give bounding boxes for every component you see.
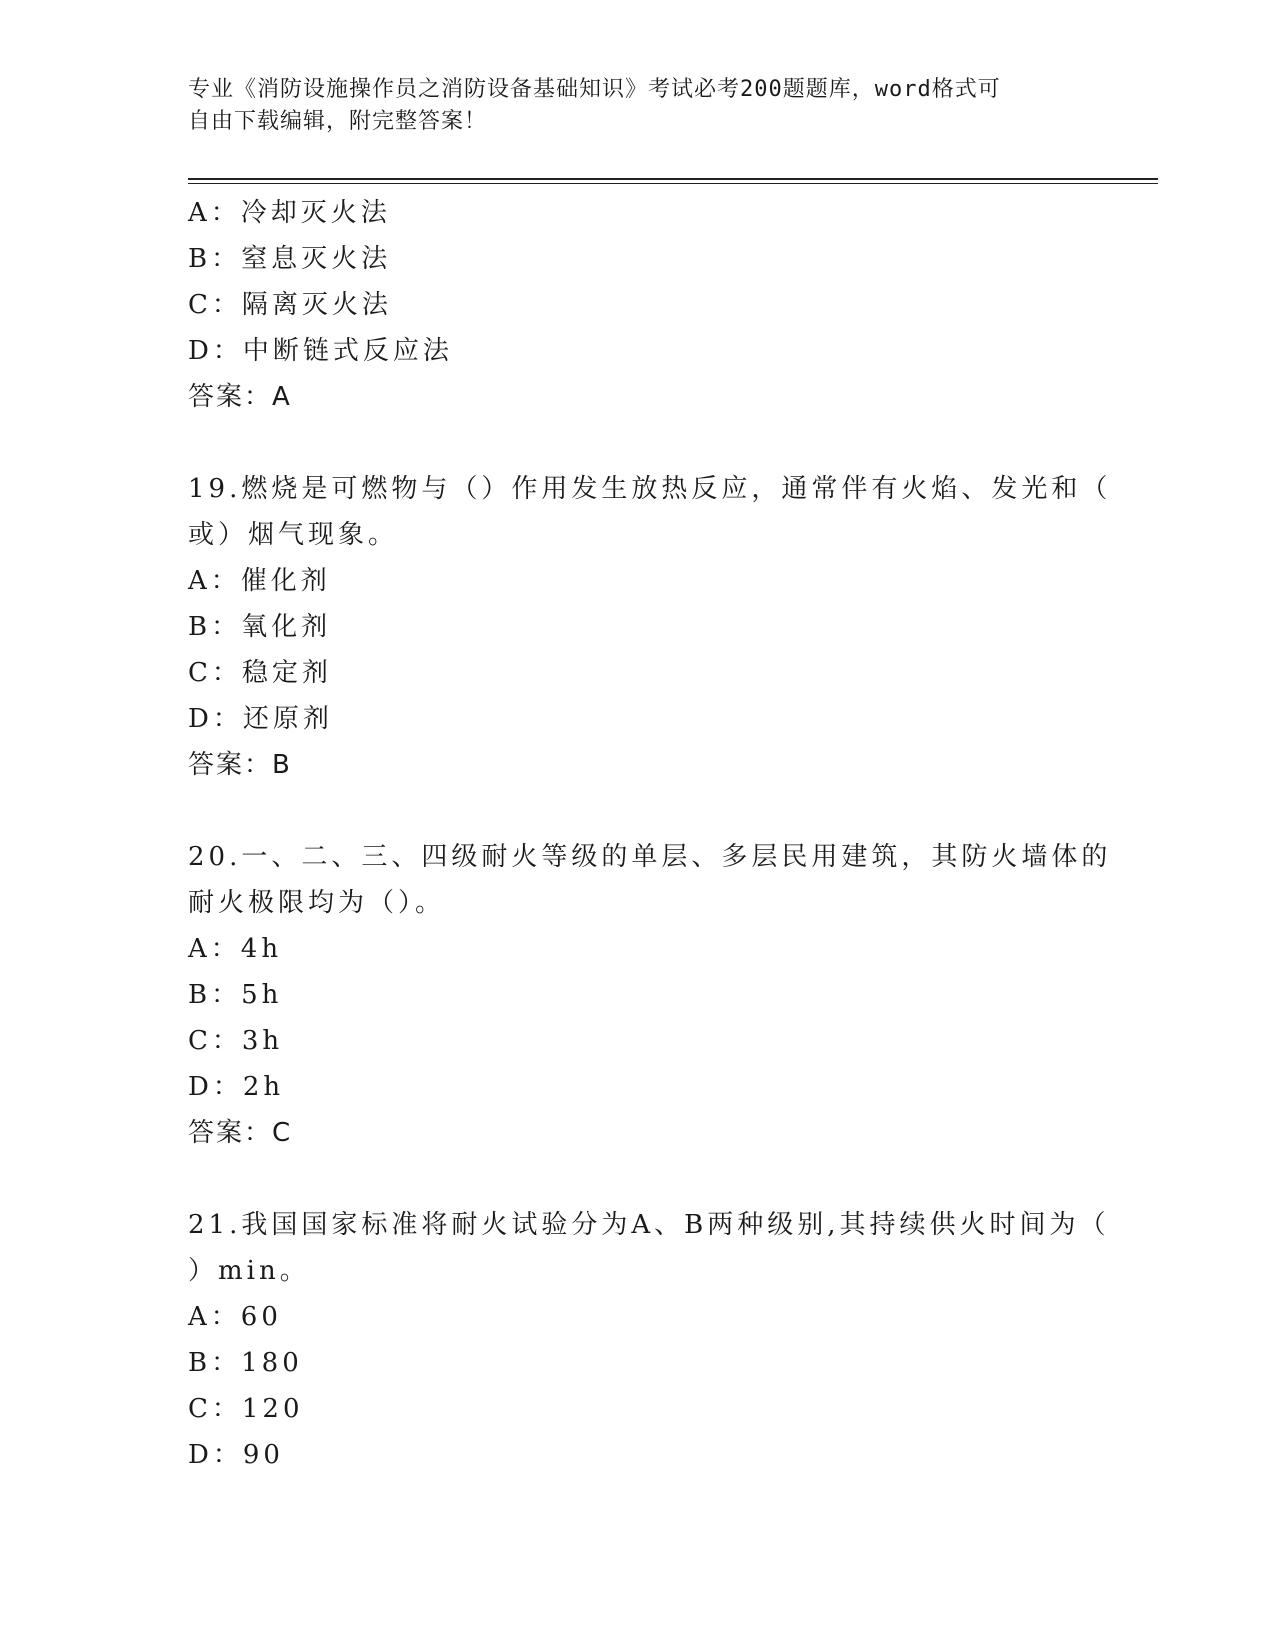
option-d: D：2h	[188, 1072, 285, 1102]
option-c: C：稳定剂	[188, 658, 332, 688]
option-c: C：隔离灭火法	[188, 290, 392, 320]
option-d: D：90	[188, 1440, 284, 1470]
option-a: A：催化剂	[188, 566, 331, 596]
option-c: C：3h	[188, 1026, 284, 1056]
option-b: B：窒息灭火法	[188, 244, 392, 274]
question-21	[188, 1202, 1110, 1478]
header-divider	[188, 178, 1158, 184]
spacer	[188, 1156, 1088, 1202]
option-c: C：120	[188, 1394, 304, 1424]
answer-line: 答案：B	[188, 750, 292, 780]
question-text-line-2: 耐火极限均为（）。	[188, 888, 446, 918]
option-a: A：4h	[188, 934, 283, 964]
question-list	[188, 190, 1112, 1478]
question-text-line-2: 或）烟气现象。	[188, 520, 399, 550]
question-text-line-1: 20.一、二、三、四级耐火等级的单层、多层民用建筑，其防火墙体的	[188, 842, 1112, 872]
header-line-1: 专业《消防设施操作员之消防设备基础知识》考试必考200题题库，word格式可	[188, 77, 1001, 102]
option-a: A：60	[188, 1302, 282, 1332]
option-b: B：180	[188, 1348, 303, 1378]
document-header	[188, 74, 1088, 138]
question-text-line-2: ）min。	[188, 1256, 310, 1286]
option-d: D：还原剂	[188, 704, 333, 734]
answer-line: 答案：C	[188, 1118, 293, 1148]
spacer	[188, 788, 1088, 834]
question-text-line-1: 21.我国国家标准将耐火试验分为A、B两种级别,其持续供火时间为（	[188, 1210, 1110, 1240]
answer-line: 答案：A	[188, 382, 292, 412]
option-b: B：5h	[188, 980, 283, 1010]
spacer	[188, 420, 1088, 466]
question-19	[188, 466, 1112, 788]
header-line-2: 自由下载编辑，附完整答案！	[188, 109, 488, 134]
question-20	[188, 834, 1112, 1156]
option-a: A：冷却灭火法	[188, 198, 391, 228]
question-text-line-1: 19.燃烧是可燃物与（）作用发生放热反应，通常伴有火焰、发光和（	[188, 474, 1112, 504]
question-18-remainder	[188, 190, 1088, 420]
option-b: B：氧化剂	[188, 612, 332, 642]
option-d: D：中断链式反应法	[188, 336, 453, 366]
